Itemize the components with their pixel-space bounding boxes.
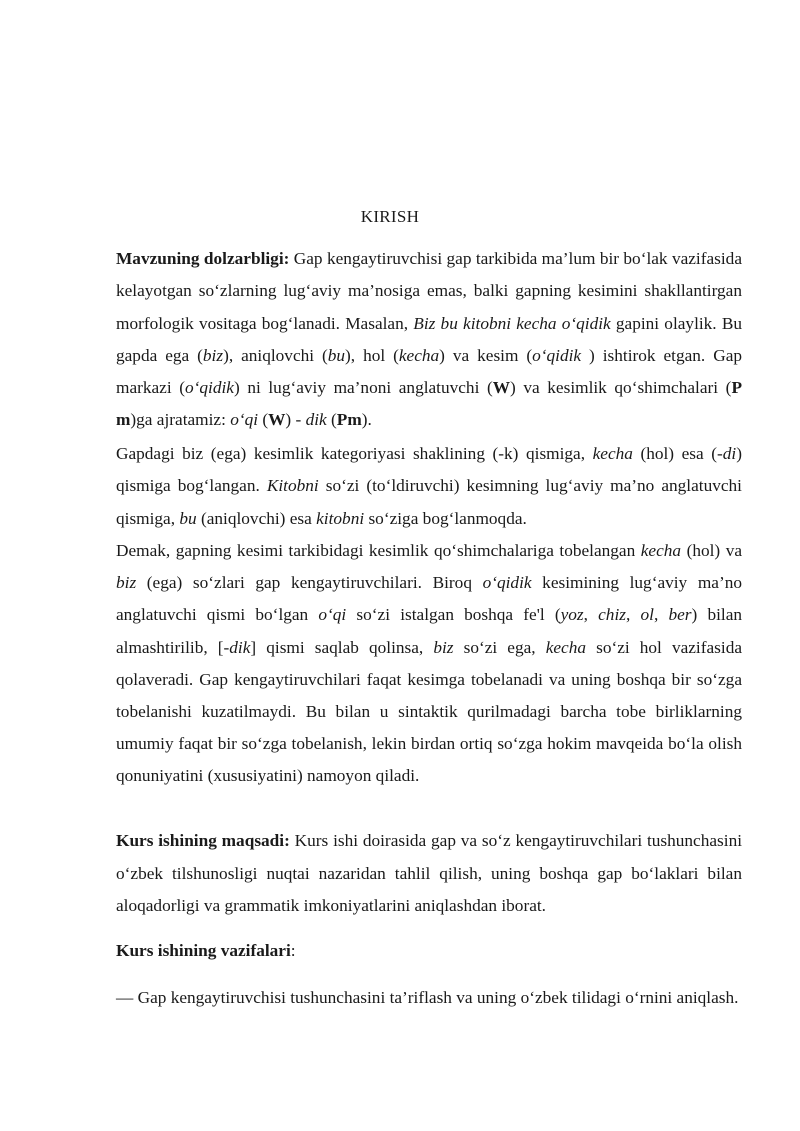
italic-text: o‘qi [318, 605, 347, 625]
italic-text: bu [179, 508, 197, 528]
text: ) bilan almashtirilib, [- [116, 605, 743, 657]
text: )ga ajratamiz: [130, 410, 231, 430]
italic-text: bu [327, 345, 346, 365]
paragraph-relevance [116, 243, 742, 437]
text: so‘zi ega, [453, 637, 546, 657]
text: ) - [285, 410, 306, 430]
text: ) ishtirok etgan. Gap markazi ( [116, 345, 742, 398]
text: ). [361, 410, 372, 430]
italic-text: di [722, 444, 737, 463]
italic-text: Biz bu kitobni kecha o‘qidik [413, 313, 611, 333]
text: Gapdagi biz (ega) kesimlik kategoriyasi shaklining (-k) qismiga, [116, 444, 593, 463]
text: ) ni lug‘aviy ma’noni anglatuvchi ( [233, 378, 493, 398]
text: ] qismi saqlab qolinsa, [250, 637, 434, 657]
italic-text: Kitobni [266, 476, 319, 496]
text: ) va kesim ( [439, 345, 533, 365]
text: ( [258, 410, 269, 430]
italic-text: dik [305, 410, 327, 430]
relevance-label: Mavzuning dolzarbligi: [116, 249, 290, 268]
text: : [290, 941, 296, 960]
text: (hol) esa (- [632, 444, 723, 463]
text: , [653, 605, 669, 625]
bold-text: W [492, 378, 511, 398]
italic-text: o‘qi [230, 410, 259, 430]
italic-text: o‘qidik [532, 345, 582, 365]
italic-text: biz [116, 573, 137, 593]
italic-text: kecha [545, 637, 586, 657]
text: Kurs ishi doirasida gap va so‘z kengaytiruvchilari tushunchasini o‘zbek tilshunosligi nuqtai nazaridan tahlil qilish, uning boshqa gap bo‘laklari bilan aloqadorligi va grammatik imkoniyatlarini aniqlashdan iborat. [116, 831, 743, 915]
text: — Gap kengaytiruvchisi tushunchasini ta’riflash va uning o‘zbek tilidagi o‘rnini aniqlash. [116, 988, 739, 1007]
text: gapini olaylik. Bu gapda ega ( [116, 313, 743, 365]
text: so‘zi hol vazifasida qolaveradi. Gap kengaytiruvchilari faqat kesimga tobelanadi va uning boshqa bir so‘zga tobelanishi kuzatilmaydi. Bu bilan u sintaktik qurilmadagi barcha tobe birliklarning umumiy faqat bir so‘zga tobelanish, lekin birdan ortiq so‘zga hokim mavqeida bo‘la olish qonuniyatini (xususiyatini) namoyon qiladi. [116, 637, 742, 786]
paragraph-tasks-heading [116, 935, 742, 967]
text: ), aniqlovchi ( [223, 345, 328, 365]
paragraph-conclusion [116, 535, 742, 793]
bold-text: W [268, 410, 286, 430]
italic-text: o‘qidik [185, 378, 234, 398]
italic-text: o‘qidik [482, 573, 532, 593]
text: kesimining lug‘aviy ma’no anglatuvchi qismi bo‘lgan [116, 573, 742, 625]
text: (aniqlovchi) esa [196, 508, 317, 528]
text: so‘zi (to‘ldiruvchi) kesimning lug‘aviy ma’no anglatuvchi qismiga, [116, 476, 742, 528]
italic-text: kecha [640, 541, 682, 560]
italic-text: kitobni [316, 508, 365, 528]
text: so‘zi istalgan boshqa fe'l ( [346, 605, 561, 625]
text: ) qismiga bog‘langan. [116, 444, 742, 496]
bold-text: P m [116, 378, 742, 430]
text: ) va kesimlik qo‘shimchalari ( [510, 378, 732, 398]
italic-text: biz [433, 637, 454, 657]
italic-text: ol [640, 605, 654, 625]
paragraph-task-item [116, 982, 742, 1014]
text: (hol) va [681, 541, 742, 560]
paragraph-analysis [116, 438, 742, 535]
text: (ega) so‘zlari gap kengaytiruvchilari. Biroq [136, 573, 483, 593]
bold-text: Pm [336, 410, 362, 430]
text: , [625, 605, 641, 625]
italic-text: biz [202, 345, 224, 365]
italic-text: kecha [592, 444, 633, 463]
text: ), hol ( [345, 345, 399, 365]
italic-text: ber [668, 605, 692, 625]
text: so‘ziga bog‘lanmoqda. [364, 508, 527, 528]
italic-text: yoz [560, 605, 584, 625]
italic-text: dik [229, 637, 251, 657]
goal-label: Kurs ishining maqsadi: [116, 831, 290, 850]
text: Demak, gapning kesimi tarkibidagi kesimlik qo‘shimchalariga tobelangan [116, 541, 641, 560]
text: Gap kengaytiruvchisi gap tarkibida ma’lum bir bo‘lak vazifasida kelayotgan so‘zlarning lug‘aviy ma’nosiga emas, balki gapning kesimini shakllantirgan morfologik vositaga bog‘lanadi. Masalan, [116, 249, 742, 333]
page-title: KIRISH [360, 207, 420, 226]
text: ( [326, 410, 337, 430]
text: , [583, 605, 599, 625]
tasks-label: Kurs ishining vazifalari [116, 941, 291, 960]
italic-text: chiz [598, 605, 626, 625]
italic-text: kecha [398, 345, 440, 365]
paragraph-goal [116, 825, 742, 923]
